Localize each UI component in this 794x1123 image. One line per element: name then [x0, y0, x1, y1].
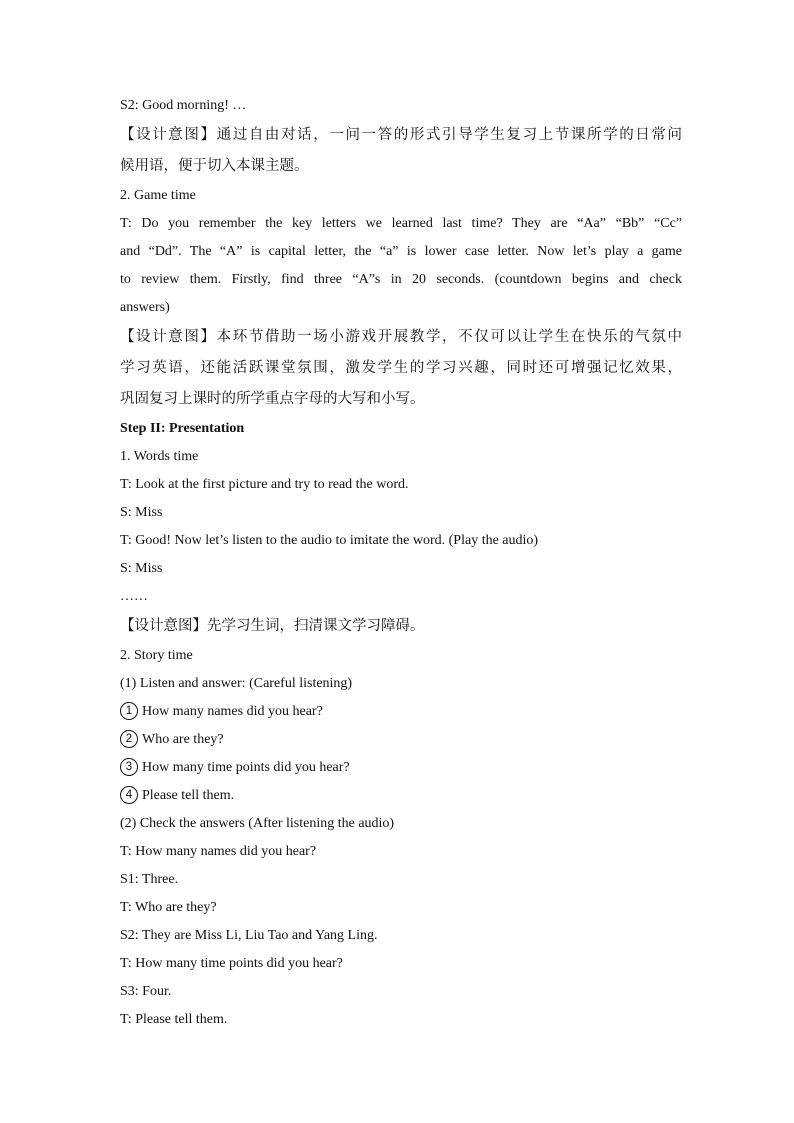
document-page: [120, 92, 682, 1034]
design-intent-paragraph: 【设计意图】通过自由对话，一问一答的形式引导学生复习上节课所学的日常问: [120, 127, 682, 143]
dialogue-line: T: Do you remember the key letters we learned last time? They are “Aa” “Bb” “Cc”: [120, 216, 682, 231]
dialogue-line: answers): [120, 300, 170, 315]
dialogue-line: S1: Three.: [120, 872, 179, 887]
circled-number: 2: [120, 730, 138, 748]
subsection-heading: (1) Listen and answer: (Careful listening): [120, 676, 353, 691]
dialogue-line: S: Miss: [120, 505, 163, 520]
circled-number: 4: [120, 786, 138, 804]
dialogue-line: S2: Good morning! …: [120, 98, 247, 113]
section-heading-words-time: 1. Words time: [120, 449, 199, 464]
dialogue-line: S3: Four.: [120, 984, 172, 999]
circled-number: 3: [120, 758, 138, 776]
question-text: How many names did you hear?: [142, 704, 323, 719]
dialogue-line: T: How many names did you hear?: [120, 844, 317, 859]
question-text: Please tell them.: [142, 788, 235, 803]
section-heading-game-time: 2. Game time: [120, 188, 196, 203]
step-heading: Step II: Presentation: [120, 421, 245, 436]
question-item: [120, 782, 682, 810]
design-intent-paragraph: 【设计意图】本环节借助一场小游戏开展教学，不仅可以让学生在快乐的气氛中: [120, 329, 682, 345]
dialogue-line: T: Please tell them.: [120, 1012, 228, 1027]
question-text: How many time points did you hear?: [142, 760, 350, 775]
design-intent-paragraph: 【设计意图】先学习生词，扫清课文学习障碍。: [120, 618, 425, 634]
circled-number: 1: [120, 702, 138, 720]
dialogue-line: S: Miss: [120, 561, 163, 576]
question-text: Who are they?: [142, 732, 224, 747]
section-heading-story-time: 2. Story time: [120, 648, 193, 663]
dialogue-line: T: How many time points did you hear?: [120, 956, 343, 971]
design-intent-paragraph-cont: 学习英语，还能活跃课堂氛围，激发学生的学习兴趣，同时还可增强记忆效果，: [120, 360, 682, 376]
dialogue-line: T: Who are they?: [120, 900, 217, 915]
design-intent-paragraph-cont: 候用语，便于切入本课主题。: [120, 158, 309, 174]
question-item: [120, 698, 682, 726]
question-item: [120, 726, 682, 754]
design-intent-paragraph-cont: 巩固复习上课时的所学重点字母的大写和小写。: [120, 391, 425, 407]
dialogue-line: S2: They are Miss Li, Liu Tao and Yang Ling.: [120, 928, 378, 943]
dialogue-line: T: Good! Now let’s listen to the audio to imitate the word. (Play the audio): [120, 533, 539, 548]
subsection-heading: (2) Check the answers (After listening the audio): [120, 816, 395, 831]
dialogue-line: and “Dd”. The “A” is capital letter, the “a” is lower case letter. Now let’s play a game: [120, 244, 682, 259]
question-item: [120, 754, 682, 782]
ellipsis-line: ……: [120, 589, 148, 604]
dialogue-line: T: Look at the first picture and try to read the word.: [120, 477, 409, 492]
dialogue-line: to review them. Firstly, find three “A”s in 20 seconds. (countdown begins and check: [120, 272, 682, 287]
